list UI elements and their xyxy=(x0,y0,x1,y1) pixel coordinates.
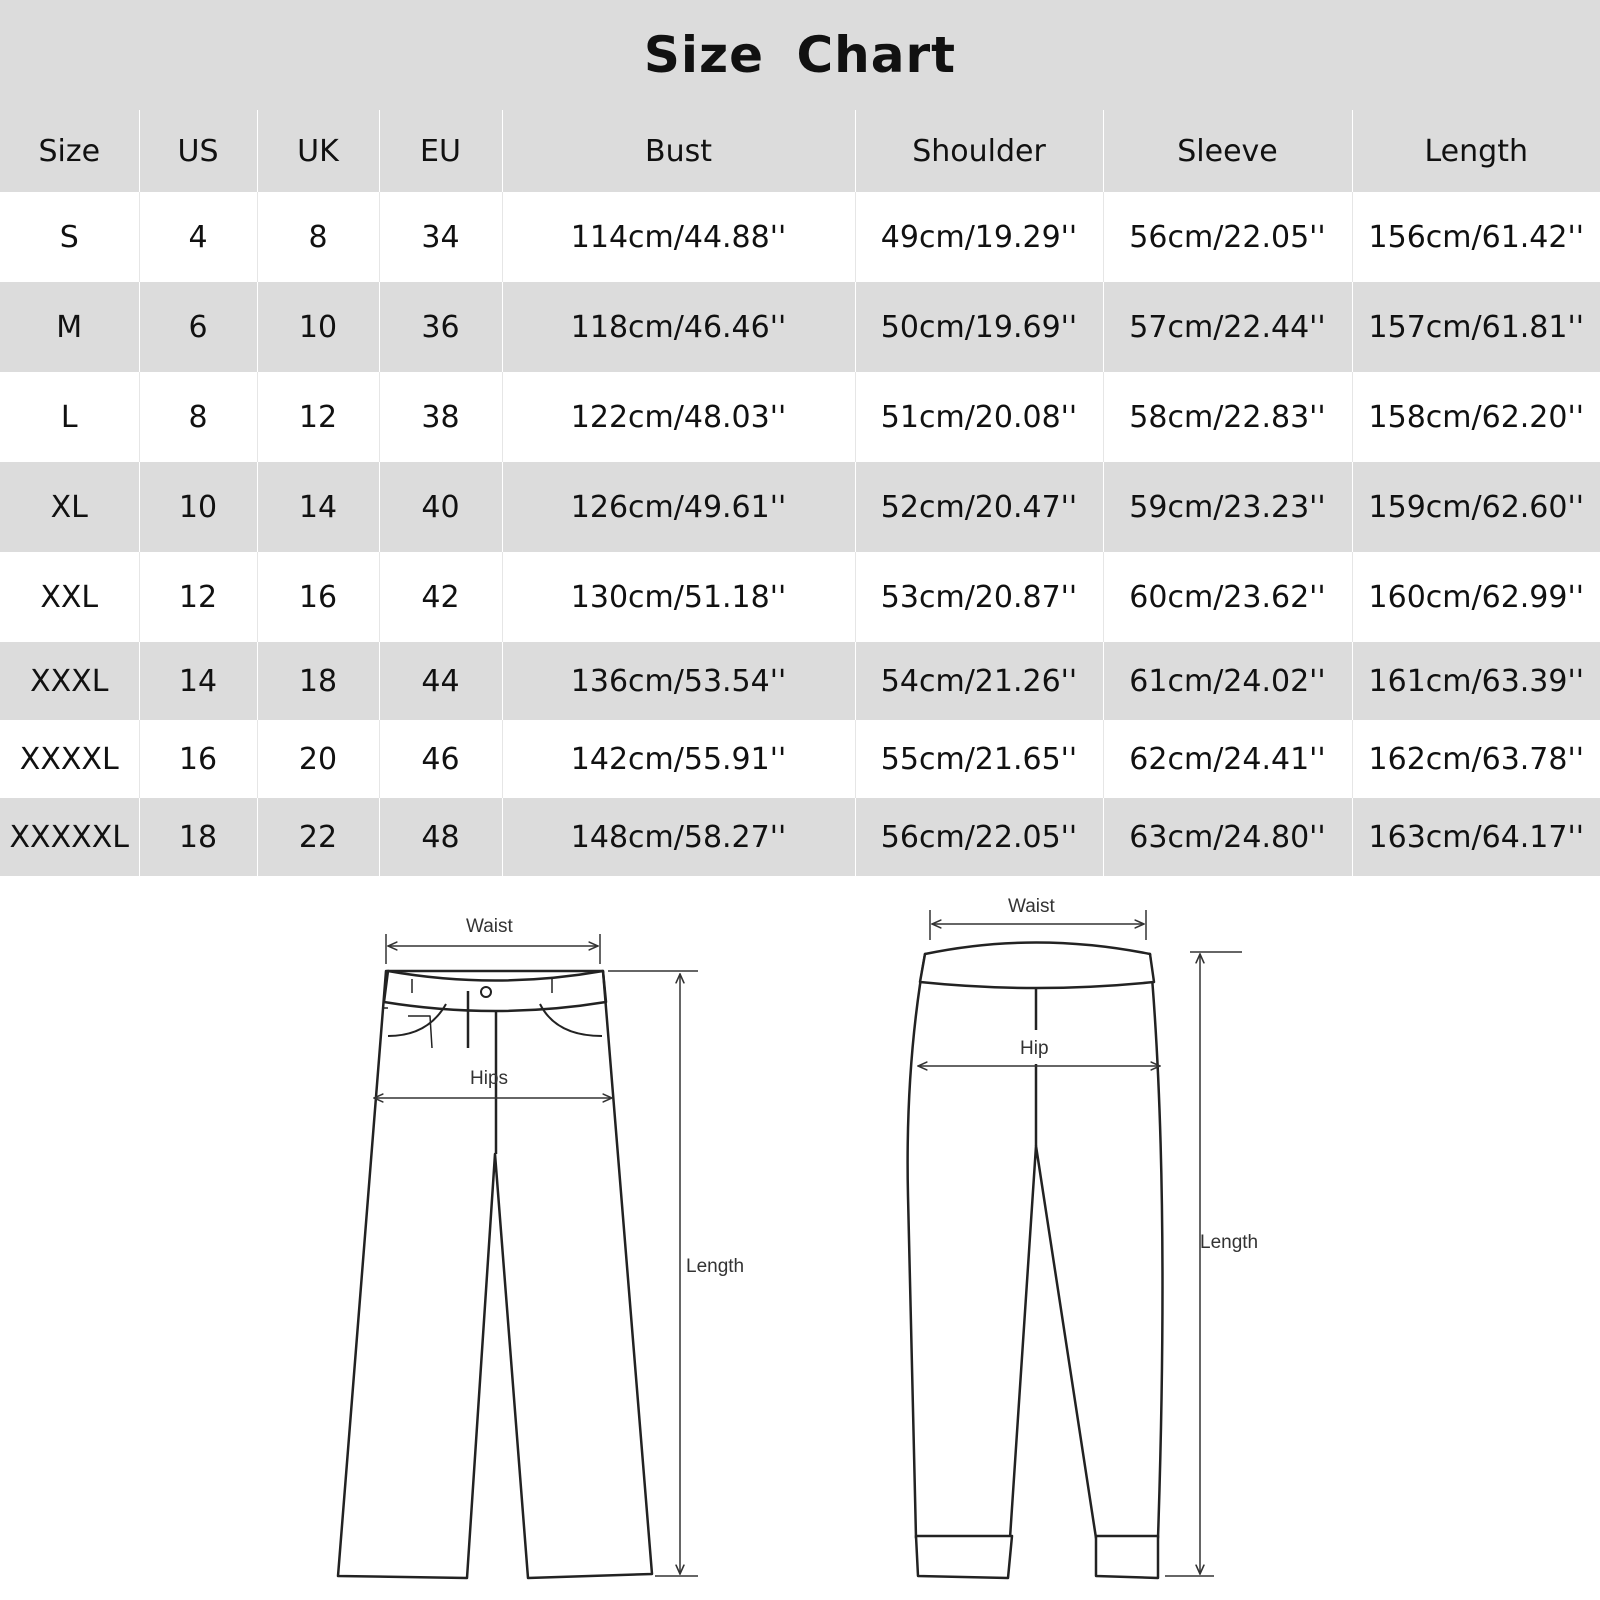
cell-uk: 14 xyxy=(257,462,379,552)
table-row xyxy=(0,720,1600,798)
cell-size: XXL xyxy=(40,579,99,615)
header-bust: Bust xyxy=(502,110,855,192)
header-length: Length xyxy=(1352,110,1600,192)
cell-us: 4 xyxy=(139,192,257,282)
cell-eu: 36 xyxy=(379,282,502,372)
table-row xyxy=(0,462,1600,552)
cell-length: 159cm/62.60'' xyxy=(1352,462,1600,552)
cell-uk: 22 xyxy=(257,798,379,876)
cell-eu: 46 xyxy=(379,720,502,798)
cell-size: XXXXL xyxy=(19,741,119,777)
cell-bust: 142cm/55.91'' xyxy=(502,720,855,798)
header-eu: EU xyxy=(379,110,502,192)
cell-uk: 16 xyxy=(257,552,379,642)
cell-us: 18 xyxy=(139,798,257,876)
cell-eu: 40 xyxy=(379,462,502,552)
cell-us: 12 xyxy=(139,552,257,642)
cell-bust: 114cm/44.88'' xyxy=(502,192,855,282)
title-bar xyxy=(0,0,1600,110)
table-row xyxy=(0,372,1600,462)
cell-size: XL xyxy=(50,489,88,525)
cell-bust: 148cm/58.27'' xyxy=(502,798,855,876)
table-row xyxy=(0,642,1600,720)
cell-bust: 118cm/46.46'' xyxy=(502,282,855,372)
cell-length: 156cm/61.42'' xyxy=(1352,192,1600,282)
cell-uk: 10 xyxy=(257,282,379,372)
cell-shoulder: 49cm/19.29'' xyxy=(855,192,1103,282)
cell-size: M xyxy=(56,309,83,345)
header-uk: UK xyxy=(257,110,379,192)
cell-uk: 12 xyxy=(257,372,379,462)
cell-shoulder: 51cm/20.08'' xyxy=(855,372,1103,462)
cell-sleeve: 59cm/23.23'' xyxy=(1103,462,1352,552)
cell-bust: 136cm/53.54'' xyxy=(502,642,855,720)
cell-size: XXXL xyxy=(30,663,109,699)
cell-eu: 44 xyxy=(379,642,502,720)
table-header-row xyxy=(0,110,1600,192)
cell-sleeve: 56cm/22.05'' xyxy=(1103,192,1352,282)
cell-uk: 8 xyxy=(257,192,379,282)
cell-shoulder: 54cm/21.26'' xyxy=(855,642,1103,720)
header-sleeve: Sleeve xyxy=(1103,110,1352,192)
cell-shoulder: 50cm/19.69'' xyxy=(855,282,1103,372)
straight-pants-length-label: Length xyxy=(686,1256,745,1277)
straight-pants-hips-label: Hips xyxy=(470,1068,509,1089)
table-row xyxy=(0,798,1600,876)
cell-sleeve: 58cm/22.83'' xyxy=(1103,372,1352,462)
jogger-pants-length-measure xyxy=(1165,952,1242,1576)
cell-length: 161cm/63.39'' xyxy=(1352,642,1600,720)
jogger-pants-length-label: Length xyxy=(1200,1232,1259,1253)
header-shoulder: Shoulder xyxy=(855,110,1103,192)
cell-size: XXXXXL xyxy=(9,819,129,855)
cell-us: 10 xyxy=(139,462,257,552)
cell-uk: 20 xyxy=(257,720,379,798)
cell-length: 163cm/64.17'' xyxy=(1352,798,1600,876)
cell-eu: 42 xyxy=(379,552,502,642)
cell-size: L xyxy=(60,399,78,435)
cell-sleeve: 60cm/23.62'' xyxy=(1103,552,1352,642)
cell-shoulder: 55cm/21.65'' xyxy=(855,720,1103,798)
jogger-pants-waist-label: Waist xyxy=(1008,896,1055,917)
cell-shoulder: 52cm/20.47'' xyxy=(855,462,1103,552)
measurement-diagrams xyxy=(0,876,1600,1596)
cell-us: 16 xyxy=(139,720,257,798)
table-row xyxy=(0,282,1600,372)
cell-bust: 130cm/51.18'' xyxy=(502,552,855,642)
header-us: US xyxy=(139,110,257,192)
cell-eu: 34 xyxy=(379,192,502,282)
header-size: Size xyxy=(38,133,101,169)
cell-bust: 126cm/49.61'' xyxy=(502,462,855,552)
table-row xyxy=(0,192,1600,282)
table-row xyxy=(0,552,1600,642)
cell-sleeve: 61cm/24.02'' xyxy=(1103,642,1352,720)
straight-pants-diagram xyxy=(338,971,652,1578)
cell-length: 162cm/63.78'' xyxy=(1352,720,1600,798)
cell-length: 158cm/62.20'' xyxy=(1352,372,1600,462)
cell-uk: 18 xyxy=(257,642,379,720)
cell-sleeve: 62cm/24.41'' xyxy=(1103,720,1352,798)
cell-us: 14 xyxy=(139,642,257,720)
straight-pants-waist-label: Waist xyxy=(466,916,513,937)
diagrams-svg xyxy=(0,876,1600,1596)
jogger-pants-hip-label: Hip xyxy=(1020,1038,1049,1059)
cell-size: S xyxy=(59,219,79,255)
cell-eu: 48 xyxy=(379,798,502,876)
cell-length: 157cm/61.81'' xyxy=(1352,282,1600,372)
cell-eu: 38 xyxy=(379,372,502,462)
page-title: Size Chart xyxy=(643,26,957,84)
cell-us: 6 xyxy=(139,282,257,372)
cell-length: 160cm/62.99'' xyxy=(1352,552,1600,642)
cell-sleeve: 63cm/24.80'' xyxy=(1103,798,1352,876)
size-table xyxy=(0,110,1600,876)
cell-bust: 122cm/48.03'' xyxy=(502,372,855,462)
cell-shoulder: 56cm/22.05'' xyxy=(855,798,1103,876)
straight-pants-waist-measure xyxy=(386,934,600,964)
cell-us: 8 xyxy=(139,372,257,462)
cell-sleeve: 57cm/22.44'' xyxy=(1103,282,1352,372)
cell-shoulder: 53cm/20.87'' xyxy=(855,552,1103,642)
